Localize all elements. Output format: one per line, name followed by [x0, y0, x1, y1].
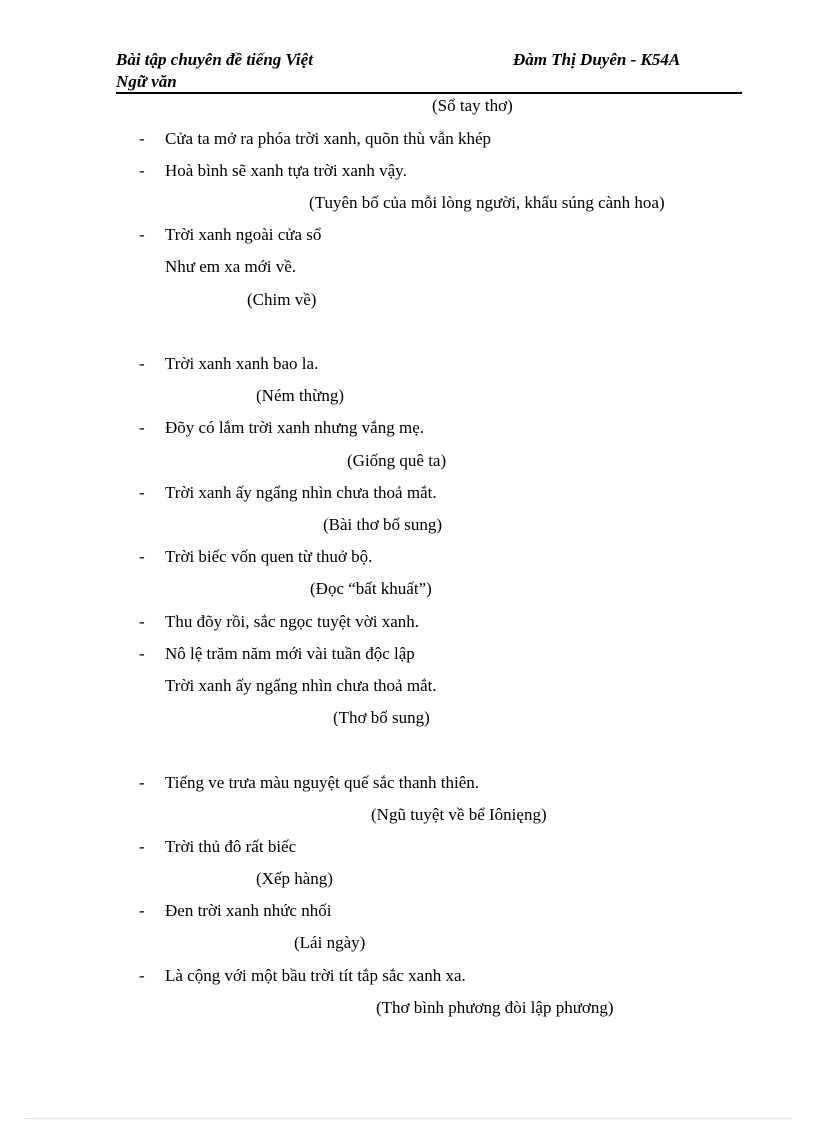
source-citation: (Thơ bổ sung) [333, 708, 430, 727]
bullet-dash: - [139, 547, 145, 566]
bullet-dash: - [139, 161, 145, 180]
bullet-dash: - [139, 354, 145, 373]
poem-line: Thu đõy rồi, sắc ngọc tuyệt vời xanh. [165, 612, 420, 631]
source-citation: (Xếp hàng) [256, 869, 333, 888]
header-subject: Ngữ văn [116, 72, 177, 91]
source-citation: (Giống quê ta) [347, 451, 447, 470]
source-citation: (Bài thơ bổ sung) [323, 515, 443, 534]
source-citation: (Chim về) [247, 290, 317, 309]
bullet-dash: - [139, 644, 145, 663]
source-citation: (Lái ngày) [294, 933, 366, 952]
bullet-dash: - [139, 483, 145, 502]
header-author: Đàm Thị Duyên - K54A [513, 50, 681, 69]
poem-line: Như em xa mới về. [165, 257, 297, 276]
bullet-dash: - [139, 612, 145, 631]
bullet-dash: - [139, 773, 145, 792]
bullet-dash: - [139, 129, 145, 148]
poem-line: Đen trời xanh nhức nhối [165, 901, 332, 920]
header-rule [116, 92, 742, 94]
poem-line: Là cộng với một bầu trời tít tắp sắc xanh xa. [165, 966, 466, 985]
source-citation: (Sổ tay thơ) [432, 96, 513, 115]
bullet-dash: - [139, 901, 145, 920]
source-citation: (Ném thừng) [256, 386, 345, 405]
poem-line: Cửa ta mở ra phóa trời xanh, quõn thù vẫn khép [165, 129, 492, 148]
bullet-dash: - [139, 837, 145, 856]
source-citation: (Ngũ tuyệt về bể Iônięng) [371, 805, 547, 824]
page-bottom-border [24, 1118, 792, 1119]
bullet-dash: - [139, 966, 145, 985]
source-citation: (Đọc “bất khuất”) [310, 579, 432, 598]
source-citation: (Tuyên bố của mỗi lòng người, khẩu súng cành hoa) [309, 193, 665, 212]
poem-line: Đõy có lắm trời xanh nhưng vắng mẹ. [165, 418, 424, 437]
poem-line: Trời xanh ấy ngẩng nhìn chưa thoả mắt. [165, 483, 437, 502]
poem-line: Trời thủ đô rất biếc [165, 837, 297, 856]
poem-line: Nô lệ trăm năm mới vài tuần độc lập [165, 644, 415, 663]
poem-line: Trời xanh xanh bao la. [165, 354, 319, 373]
source-citation: (Thơ bình phương đòi lập phương) [376, 998, 614, 1017]
poem-line: Trời xanh ấy ngẩng nhìn chưa thoả mắt. [165, 676, 437, 695]
poem-line: Trời xanh ngoài cửa sổ [165, 225, 322, 244]
poem-line: Hoà bình sẽ xanh tựa trời xanh vậy. [165, 161, 407, 180]
bullet-dash: - [139, 418, 145, 437]
header-course-title: Bài tập chuyên đề tiếng Việt [116, 50, 313, 69]
poem-line: Tiếng ve trưa màu nguyệt quế sắc thanh thiên. [165, 773, 480, 792]
poem-line: Trời biếc vốn quen từ thuở bộ. [165, 547, 373, 566]
bullet-dash: - [139, 225, 145, 244]
